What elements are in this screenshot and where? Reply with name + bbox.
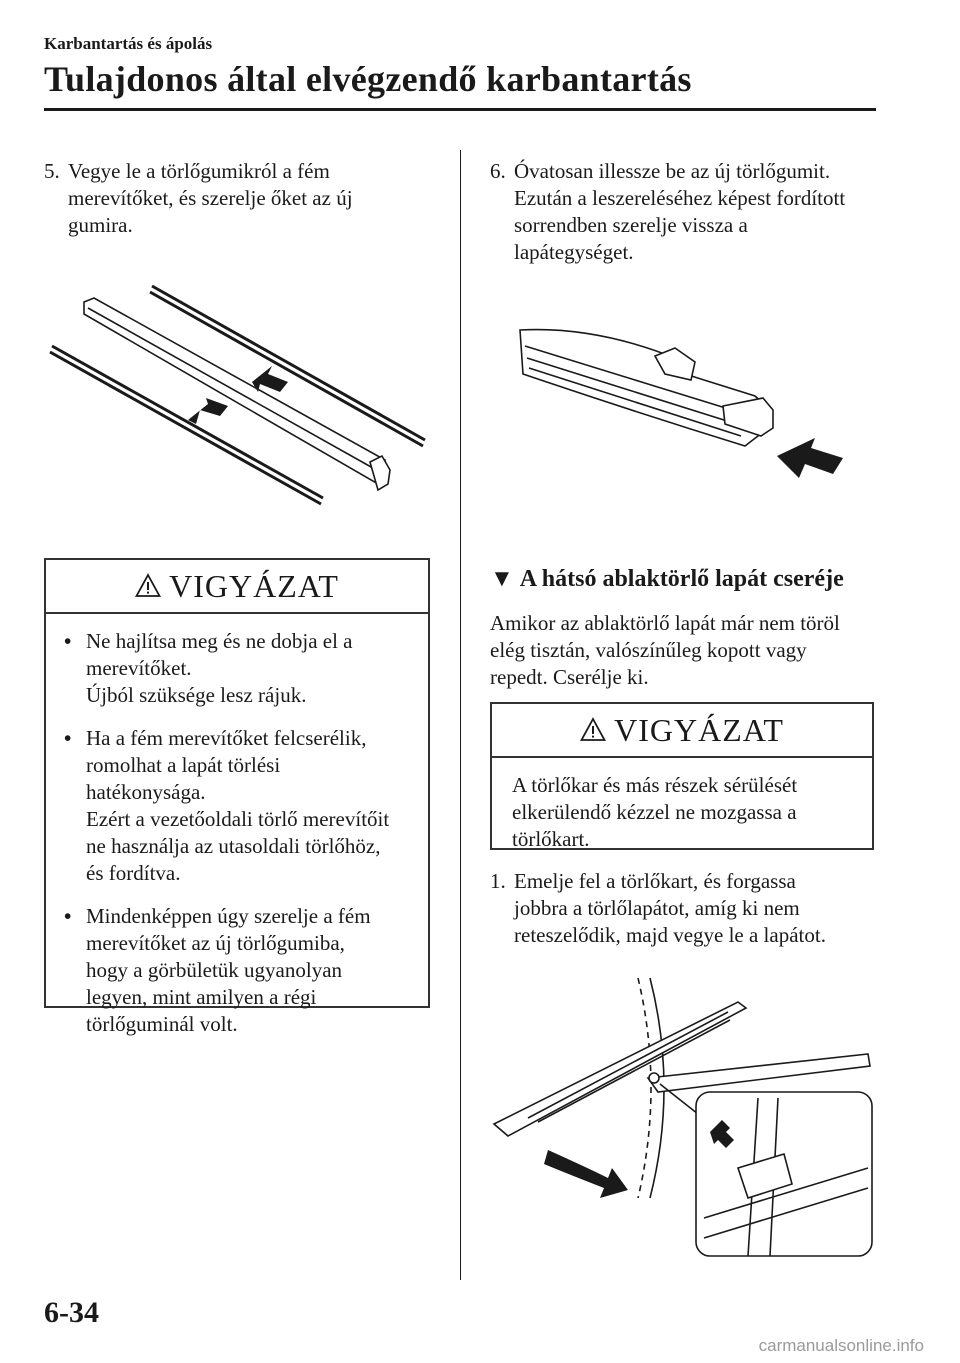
bullet-line: és fordítva. — [86, 861, 181, 885]
rotate-arrow-icon — [544, 1150, 628, 1198]
bullet-line: legyen, mint amilyen a régi — [86, 985, 317, 1009]
subheading-text: A hátsó ablaktörlő lapát cseréje — [519, 566, 844, 592]
bullet-line: ne használja az utasoldali törlőhöz, — [86, 834, 381, 858]
column-divider — [460, 150, 461, 1280]
caution-line: törlőkart. — [512, 827, 590, 851]
caution-box-left — [44, 558, 430, 1036]
caution-bullet — [64, 903, 414, 1038]
bullet-line: hogy a görbületük ugyanolyan — [86, 958, 343, 982]
section-label: Karbantartás és ápolás — [44, 34, 213, 53]
subheading-rear-wiper — [490, 566, 844, 593]
step-6-line: sorrendben szerelje vissza a — [514, 213, 748, 237]
caution-bullet-list — [46, 614, 428, 1038]
step-1-line: Emelje fel a törlőkart, és forgassa — [514, 869, 796, 893]
step-5-line: merevítőket, és szerelje őket az új — [68, 186, 353, 210]
caution-bullet — [64, 725, 414, 887]
bullet-line: Mindenképpen úgy szerelje a fém — [86, 904, 371, 928]
arrow-insert-icon — [777, 438, 843, 478]
page-number: 6-34 — [44, 1296, 99, 1329]
step-1-number: 1. — [490, 869, 506, 893]
caution-box-right — [490, 702, 874, 850]
intro-paragraph — [490, 610, 885, 691]
bullet-line: Újból szüksége lesz rájuk. — [86, 683, 307, 707]
caution-header — [492, 704, 872, 758]
bullet-dot: • — [64, 726, 72, 750]
intro-line: Amikor az ablaktörlő lapát már nem töröl — [490, 611, 840, 635]
arrow-right-icon — [188, 398, 228, 424]
subheading-marker: ▼ — [490, 566, 514, 592]
caution-header — [46, 560, 428, 614]
intro-line: elég tisztán, valószínűleg kopott vagy — [490, 638, 807, 662]
rear-wiper-removal-illustration — [488, 968, 878, 1260]
warning-triangle-icon — [135, 573, 161, 599]
bullet-line: hatékonysága. — [86, 780, 206, 804]
caution-body — [492, 758, 872, 867]
arrow-left-icon — [252, 366, 288, 392]
step-6 — [490, 158, 890, 266]
step-6-line: lapátegységet. — [514, 240, 634, 264]
step-1-line: reteszelődik, majd vegye le a lapátot. — [514, 923, 826, 947]
warning-triangle-icon — [580, 717, 606, 743]
step-5-number: 5. — [44, 159, 60, 183]
bullet-dot: • — [64, 629, 72, 653]
page-title: Tulajdonos által elvégzendő karbantartás — [44, 59, 692, 99]
step-6-number: 6. — [490, 159, 506, 183]
caution-title: VIGYÁZAT — [614, 711, 784, 748]
watermark: carmanualsonline.info — [758, 1336, 924, 1355]
step-5-line: gumira. — [68, 213, 133, 237]
bullet-dot: • — [64, 904, 72, 928]
step-1 — [490, 868, 890, 949]
caution-title: VIGYÁZAT — [169, 567, 339, 604]
blade-assembly-illustration — [515, 318, 855, 488]
bullet-line: romolhat a lapát törlési — [86, 753, 281, 777]
caution-line: elkerülendő kézzel ne mozgassa a — [512, 800, 797, 824]
step-6-line: Ezután a leszereléséhez képest fordított — [514, 186, 846, 210]
blade-rubber-illustration — [40, 270, 440, 520]
bullet-line: Ha a fém merevítőket felcserélik, — [86, 726, 367, 750]
step-1-line: jobbra a törlőlapátot, amíg ki nem — [514, 896, 800, 920]
step-5 — [44, 158, 444, 239]
bullet-line: Ezért a vezetőoldali törlő merevítőit — [86, 807, 390, 831]
step-6-line: Óvatosan illessze be az új törlőgumit. — [514, 159, 831, 183]
intro-line: repedt. Cserélje ki. — [490, 665, 649, 689]
bullet-line: Ne hajlítsa meg és ne dobja el a — [86, 629, 353, 653]
step-5-line: Vegye le a törlőgumikról a fém — [68, 159, 330, 183]
bullet-line: merevítőket. — [86, 656, 192, 680]
title-rule — [44, 108, 876, 111]
caution-bullet — [64, 628, 414, 709]
bullet-line: merevítőket az új törlőgumiba, — [86, 931, 345, 955]
caution-line: A törlőkar és más részek sérülését — [512, 773, 798, 797]
bullet-line: törlőguminál volt. — [86, 1012, 238, 1036]
